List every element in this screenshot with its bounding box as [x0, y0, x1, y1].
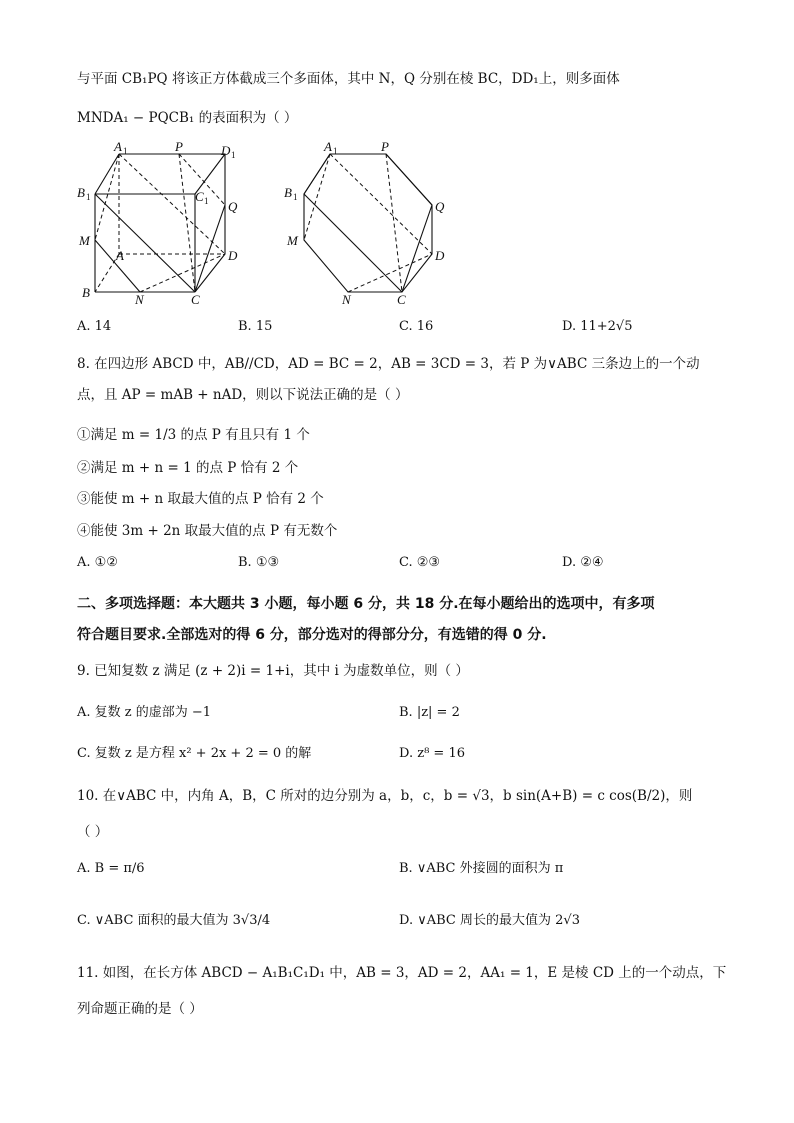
q8-option-b[interactable]: B. ①③	[238, 555, 280, 570]
label-B: B	[82, 285, 90, 300]
label-C: C	[191, 292, 200, 307]
label-D1-sub: 1	[231, 150, 236, 160]
q8-statement-3: ③能使 m + n 取最大值的点 P 恰有 2 个	[77, 491, 324, 507]
label-A: A	[116, 248, 124, 263]
q8-line2: 点，且 AP = mAB + nAD，则以下说法正确的是（ ）	[77, 387, 409, 403]
q7-line2: MNDA₁ − PQCB₁ 的表面积为（ ）	[77, 110, 298, 126]
q11-line2: 列命题正确的是（ ）	[77, 1001, 203, 1017]
q10-option-a[interactable]: A. B = π/6	[77, 861, 145, 876]
q9-option-b[interactable]: B. |z| = 2	[399, 705, 460, 720]
label-B1-sub: 1	[86, 192, 91, 202]
q9-option-d[interactable]: D. z⁸ = 16	[399, 746, 465, 761]
section2-heading-line1: 二、多项选择题：本大题共 3 小题，每小题 6 分，共 18 分.在每小题给出的选项中，有多项	[77, 596, 655, 612]
q7-option-d[interactable]: D. 11+2√5	[562, 319, 633, 334]
label-C1: C	[195, 189, 204, 204]
label2-B1: B	[284, 185, 292, 200]
cube-figure	[75, 140, 255, 310]
label2-D: D	[435, 248, 445, 263]
q11-line1: 11. 如图，在长方体 ABCD − A₁B₁C₁D₁ 中，AB = 3，AD = 2，AA₁ = 1，E 是棱 CD 上的一个动点，下	[77, 965, 727, 981]
q8-option-c[interactable]: C. ②③	[399, 555, 441, 570]
q8-option-a[interactable]: A. ①②	[77, 555, 118, 570]
q7-option-a[interactable]: A. 14	[77, 319, 112, 334]
label-D: D	[228, 248, 238, 263]
label2-B1-sub: 1	[293, 192, 298, 202]
q10-option-d[interactable]: D. ∨ABC 周长的最大值为 2√3	[399, 913, 580, 928]
label-Q: Q	[228, 199, 238, 214]
label2-P: P	[381, 140, 389, 154]
q9-option-a[interactable]: A. 复数 z 的虚部为 −1	[77, 705, 212, 720]
label2-A1: A	[324, 140, 332, 154]
q8-statement-1: ①满足 m = 1/3 的点 P 有且只有 1 个	[77, 427, 310, 443]
label2-C: C	[397, 292, 406, 307]
label-A1: A	[114, 140, 122, 154]
label-M: M	[79, 233, 90, 248]
label-P: P	[175, 140, 183, 154]
q7-line1: 与平面 CB₁PQ 将该正方体截成三个多面体，其中 N，Q 分别在棱 BC，DD₁上，则多面体	[77, 71, 620, 87]
label2-A1-sub: 1	[333, 146, 338, 156]
label-B1: B	[77, 185, 85, 200]
q7-option-b[interactable]: B. 15	[238, 319, 273, 334]
polyhedron-figure	[280, 140, 460, 310]
q7-option-c[interactable]: C. 16	[399, 319, 434, 334]
q8-statement-4: ④能使 3m + 2n 取最大值的点 P 有无数个	[77, 523, 338, 539]
q9-stem: 9. 已知复数 z 满足 (z + 2)i = 1+i，其中 i 为虚数单位，则（ ）	[77, 663, 469, 679]
q10-paren: （ ）	[77, 824, 109, 840]
label-N: N	[135, 292, 144, 307]
label2-Q: Q	[435, 199, 445, 214]
q8-line1: 8. 在四边形 ABCD 中，AB//CD，AD = BC = 2，AB = 3CD = 3，若 P 为∨ABC 三条边上的一个动	[77, 356, 700, 372]
label-C1-sub: 1	[204, 196, 209, 206]
q10-option-b[interactable]: B. ∨ABC 外接圆的面积为 π	[399, 861, 564, 876]
label2-N: N	[342, 292, 351, 307]
q9-option-c[interactable]: C. 复数 z 是方程 x² + 2x + 2 = 0 的解	[77, 746, 312, 761]
q8-option-d[interactable]: D. ②④	[562, 555, 604, 570]
section2-heading-line2: 符合题目要求.全部选对的得 6 分，部分选对的得部分分，有选错的得 0 分.	[77, 627, 547, 643]
label2-M: M	[287, 233, 298, 248]
label-D1: D	[221, 143, 231, 158]
q8-statement-2: ②满足 m + n = 1 的点 P 恰有 2 个	[77, 460, 299, 476]
q10-option-c[interactable]: C. ∨ABC 面积的最大值为 3√3/4	[77, 913, 271, 928]
label-A1-sub: 1	[123, 146, 128, 156]
q10-stem: 10. 在∨ABC 中，内角 A，B，C 所对的边分别为 a，b，c，b = √3，b sin(A+B) = c cos(B/2)，则	[77, 788, 693, 804]
